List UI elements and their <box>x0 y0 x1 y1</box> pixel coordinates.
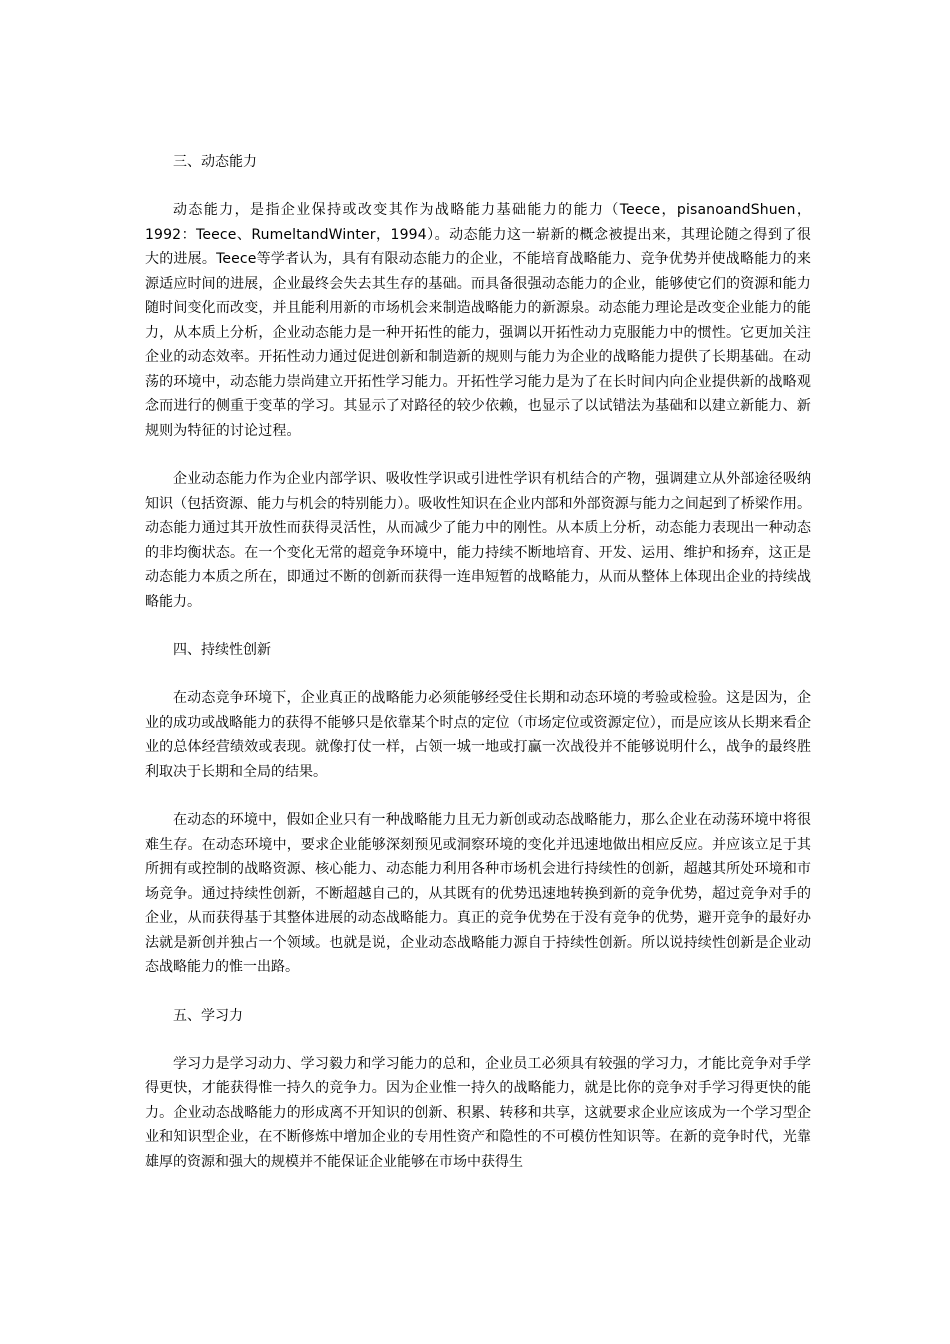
spacer <box>145 980 811 1004</box>
paragraph: 企业动态能力作为企业内部学识、吸收性学识或引进性学识有机结合的产物，强调建立从外部途径吸纳知识（包括资源、能力与机会的特别能力）。吸收性知识在企业内部和外部资源与能力之间起到了桥梁作用。动态能力通过其开放性而获得灵活性，从而减少了能力中的刚性。从本质上分析，动态能力表现出一种动态的非均衡状态。在一个变化无常的超竞争环境中，能力持续不断地培育、开发、运用、维护和扬弃，这正是动态能力本质之所在，即通过不断的创新而获得一连串短暂的战略能力，从而从整体上体现出企业的持续战略能力。 <box>145 471 811 610</box>
paragraph: 在动态的环境中，假如企业只有一种战略能力且无力新创或动态战略能力，那么企业在动荡环境中将很难生存。在动态环境中，要求企业能够深刻预见或洞察环境的变化并迅速地做出相应反应。并应该立足于其所拥有或控制的战略资源、核心能力、动态能力利用各种市场机会进行持续性的创新，超越其所处环境和市场竞争。通过持续性创新，不断超越自己的，从其既有的优势迅速地转换到新的竞争优势，超过竞争对手的企业，从而获得基于其整体进展的动态战略能力。真正的竞争优势在于没有竞争的优势，避开竞争的最好办法就是新创并独占一个领域。也就是说，企业动态战略能力源自于持续性创新。所以说持续性创新是企业动态战略能力的惟一出路。 <box>145 812 811 975</box>
section-heading-learning-power: 五、学习力 <box>173 1007 243 1024</box>
spacer <box>145 784 811 808</box>
paragraph: 学习力是学习动力、学习毅力和学习能力的总和，企业员工必须具有较强的学习力，才能比竞争对手学得更快，才能获得惟一持久的竞争力。因为企业惟一持久的战略能力，就是比你的竞争对手学习得更快的能力。企业动态战略能力的形成离不开知识的创新、积累、转移和共享，这就要求企业应该成为一个学习型企业和知识型企业，在不断修炼中增加企业的专用性资产和隐性的不可模仿性知识等。在新的竞争时代，光靠雄厚的资源和强大的规模并不能保证企业能够在市场中获得生 <box>145 1055 811 1170</box>
spacer <box>145 614 811 638</box>
document-page <box>145 150 811 1174</box>
spacer <box>145 662 811 686</box>
spacer <box>145 1028 811 1052</box>
paragraph: 动态能力，是指企业保持或改变其作为战略能力基础能力的能力（Teece，pisanoandShuen，1992：Teece、RumeltandWinter，1994）。动态能力这一崭新的概念被提出来，其理论随之得到了很大的进展。Teece等学者认为，具有有限动态能力的企业，不能培育战略能力、竞争优势并使战略能力的来源适应时间的进展，企业最终会失去其生存的基础。而具备很强动态能力的企业，能够使它们的资源和能力随时间变化而改变，并且能利用新的市场机会来制造战略能力的新源泉。动态能力理论是改变企业能力的能力，从本质上分析，企业动态能力是一种开拓性的能力，强调以开拓性动力克服能力中的惯性。它更加关注企业的动态效率。开拓性动力通过促进创新和制造新的规则与能力为企业的战略能力提供了长期基础。在动荡的环境中，动态能力崇尚建立开拓性学习能力。开拓性学习能力是为了在长时间内向企业提供新的战略观念而进行的侧重于变革的学习。其显示了对路径的较少依赖，也显示了以试错法为基础和以建立新能力、新规则为特征的讨论过程。 <box>145 202 811 439</box>
paragraph: 在动态竞争环境下，企业真正的战略能力必须能够经受住长期和动态环境的考验或检验。这是因为，企业的成功或战略能力的获得不能够只是依靠某个时点的定位（市场定位或资源定位），而是应该从长期来看企业的总体经营绩效或表现。就像打仗一样，占领一城一地或打赢一次战役并不能够说明什么，战争的最终胜利取决于长期和全局的结果。 <box>145 690 811 780</box>
spacer <box>145 174 811 198</box>
section-heading-dynamic-capability: 三、动态能力 <box>173 154 257 170</box>
spacer <box>145 443 811 467</box>
section-heading-continuous-innovation: 四、持续性创新 <box>173 642 271 658</box>
